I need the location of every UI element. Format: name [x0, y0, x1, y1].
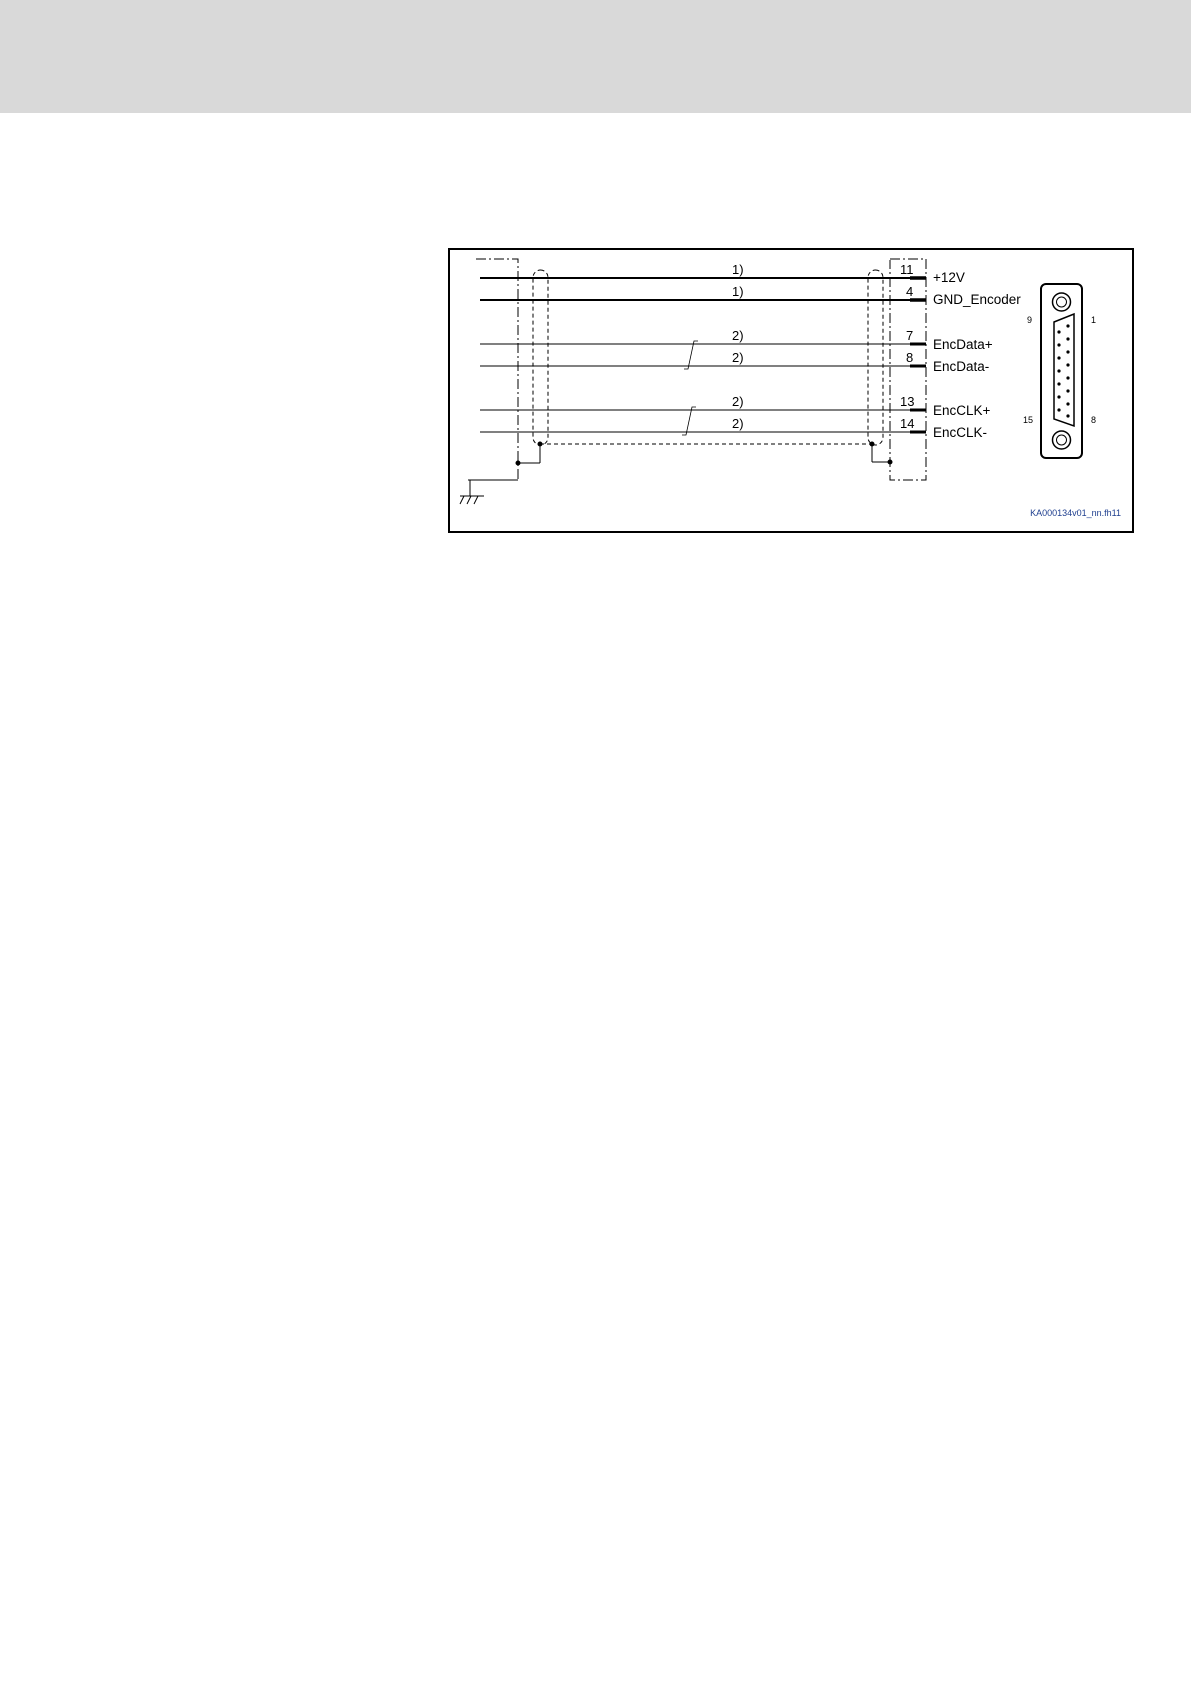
- dsub-pin-row-inner: [1057, 330, 1060, 411]
- twisted-pair-marker-data: [684, 341, 698, 369]
- twisted-pair-marker-clk: [682, 407, 696, 435]
- cable-shield: [533, 270, 883, 445]
- wire-note: 2): [732, 416, 744, 431]
- signal-label: EncCLK-: [933, 425, 988, 440]
- signal-label: GND_Encoder: [933, 292, 1021, 307]
- wire-1: [480, 262, 965, 285]
- pin-number: 11: [900, 262, 914, 277]
- diagram-frame: [449, 249, 1133, 532]
- signal-label: EncCLK+: [933, 403, 991, 418]
- dsub-connector: [1041, 284, 1082, 458]
- connector-pin-label: 8: [1091, 415, 1097, 425]
- dsub-pin-row-outer: [1066, 324, 1069, 417]
- connector-pin-label: 1: [1091, 315, 1097, 325]
- left-housing-outline: [468, 259, 518, 480]
- pin-number: 7: [906, 328, 914, 343]
- connector-pin-label: 9: [1027, 315, 1033, 325]
- encoder-cable-diagram: [448, 248, 1134, 533]
- shield-drain-left: [516, 442, 542, 465]
- signal-label: +12V: [933, 270, 965, 285]
- wire-6: [480, 416, 987, 440]
- ground-icon: [460, 480, 518, 504]
- pin-number: 4: [906, 284, 914, 299]
- page-header-band: [0, 0, 1191, 113]
- wire-note: 1): [732, 262, 744, 277]
- wire-note: 2): [732, 394, 744, 409]
- pin-number: 14: [900, 416, 915, 431]
- wire-note: 1): [732, 284, 744, 299]
- pin-number: 13: [900, 394, 915, 409]
- connector-pin-label: 15: [1023, 415, 1034, 425]
- wire-3: [480, 328, 993, 352]
- wire-note: 2): [732, 350, 744, 365]
- signal-label: EncData-: [933, 359, 990, 374]
- wire-5: [480, 394, 991, 418]
- shield-drain-right: [870, 442, 892, 464]
- signal-label: EncData+: [933, 337, 993, 352]
- wire-note: 2): [732, 328, 744, 343]
- drawing-reference-code: KA000134v01_nn.fh11: [1030, 508, 1121, 518]
- wire-2: [480, 284, 1021, 307]
- wire-4: [480, 350, 989, 374]
- pin-number: 8: [906, 350, 914, 365]
